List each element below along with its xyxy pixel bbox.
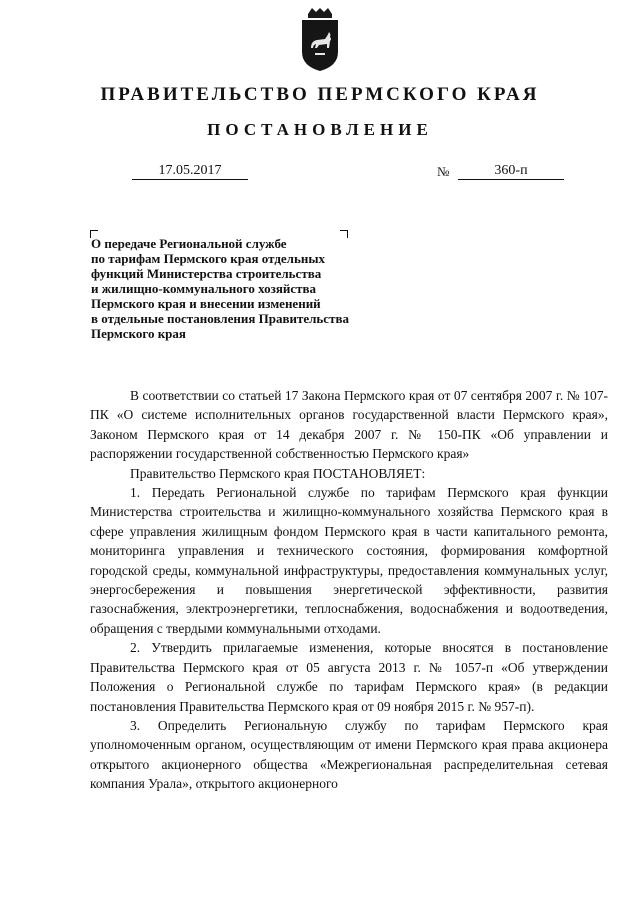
subject-line: и жилищно-коммунального хозяйства [91,281,317,296]
document-number: 360-п [458,162,564,180]
subject-line: функций Министерства строительства [91,266,322,281]
resolution-paragraph: Правительство Пермского края ПОСТАНОВЛЯЕТ: [130,465,426,481]
subject-line: О передаче Региональной службе [91,236,287,251]
item-1-paragraph: 1. Передать Региональной службе по тарифам Пермского края функции Министерства строительства и жилищно-коммунального хозяйства Пермского края в сфере управления жилищным фондом Пермского края в части капитального ремонта, мониторинга управления и технического состояния, формирования комфортной городской среды, коммунальной инфраструктуры, предоставления коммунальных услуг, энергосбережения и повышения энергетической эффективности, развития газоснабжения, электроэнергетики, теплоснабжения, водоснабжения и водоотведения, обращения с твердыми коммунальными отходами. [90,485,608,636]
document-body [90,386,608,794]
preamble-paragraph: В соответствии со статьей 17 Закона Пермского края от 07 сентября 2007 г. № 107-ПК «О системе исполнительных органов государственной власти Пермского края», Законом Пермского края от 14 декабря 2007 г. № 150-ПК «Об управлении и распоряжении государственной собственностью Пермского края» [90,388,608,462]
item-3-paragraph: 3. Определить Региональную службу по тарифам Пермского края уполномоченным органом, осуществляющим от имени Пермского края права акционера открытого акционерного общества «Межрегиональная распределительная сетевая компания Урала», открытого акционерного [90,717,608,792]
subject-line: по тарифам Пермского края отдельных [91,251,325,266]
document-type: ПОСТАНОВЛЕНИЕ [207,120,433,139]
perm-krai-coat-of-arms-icon [300,8,340,72]
subject-line: в отдельные постановления Правительства [91,311,349,326]
number-sign: № [437,164,450,179]
subject-line: Пермского края [91,326,186,341]
subject-line: Пермского края и внесении изменений [91,296,321,311]
organization-title: ПРАВИТЕЛЬСТВО ПЕРМСКОГО КРАЯ [100,84,540,105]
document-subject [91,236,421,341]
item-2-paragraph: 2. Утвердить прилагаемые изменения, которые вносятся в постановление Правительства Пермского края от 05 августа 2013 г. № 1057-п «Об утверждении Положения о Региональной службе по тарифам Пермского края» (в редакции постановления Правительства Пермского края от 09 ноября 2015 г. № 957-п). [90,640,608,714]
document-date: 17.05.2017 [132,162,248,180]
